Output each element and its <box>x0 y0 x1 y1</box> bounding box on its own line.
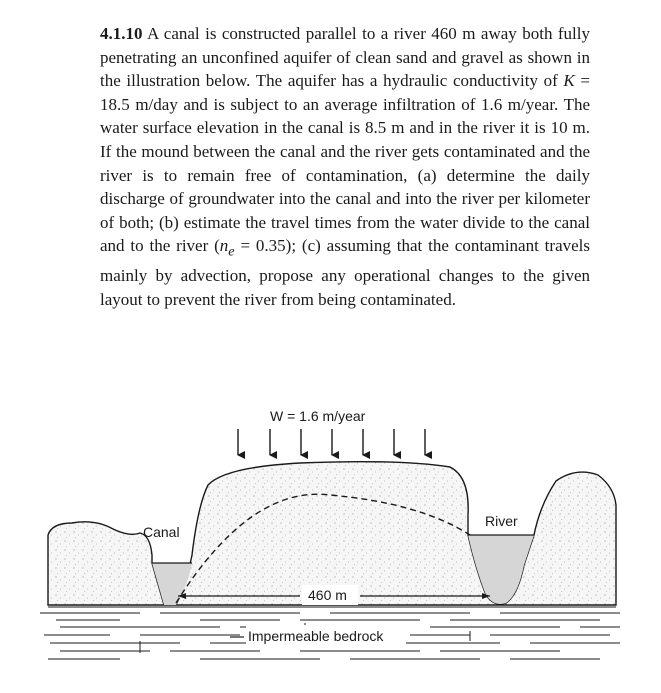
canal-label: Canal <box>143 524 180 540</box>
distance-label: 460 m <box>308 587 347 603</box>
recharge-label: W = 1.6 m/year <box>270 408 366 424</box>
porosity-symbol: n <box>219 236 229 256</box>
recharge-arrows <box>238 429 425 455</box>
aquifer-sand-body <box>48 462 616 605</box>
aquifer-cross-section-figure <box>0 395 661 693</box>
hydraulic-conductivity-symbol: K <box>563 71 575 91</box>
problem-text-part-1: A canal is constructed parallel to a river 460 m away both fully penetrating an unconfined aquifer of clean sand and gravel as shown in the illustration below. The aquifer has a hydraulic conductivity of <box>100 24 590 91</box>
problem-text-part-3: = 0.35); (c) assuming that the contaminant travels mainly by advection, propose any operational changes to the given layout to prevent the river from being contaminated. <box>100 236 590 309</box>
problem-number: 4.1.10 <box>100 24 143 43</box>
bedrock-label: Impermeable bedrock <box>248 628 384 644</box>
problem-text-part-2: = 18.5 m/day and is subject to an average infiltration of 1.6 m/year. The water surface elevation in the canal is 8.5 m and in the river it is 10 m. If the mound between the canal and the river gets contaminated and the river is to remain free of contamination, (a) determine the daily discharge of groundwater into the canal and into the river per kilometer of both; (b) estimate the travel times from the water divide to the canal and to the river ( <box>100 71 591 256</box>
porosity-subscript: e <box>228 243 235 260</box>
river-label: River <box>485 513 518 529</box>
problem-statement <box>100 22 590 312</box>
